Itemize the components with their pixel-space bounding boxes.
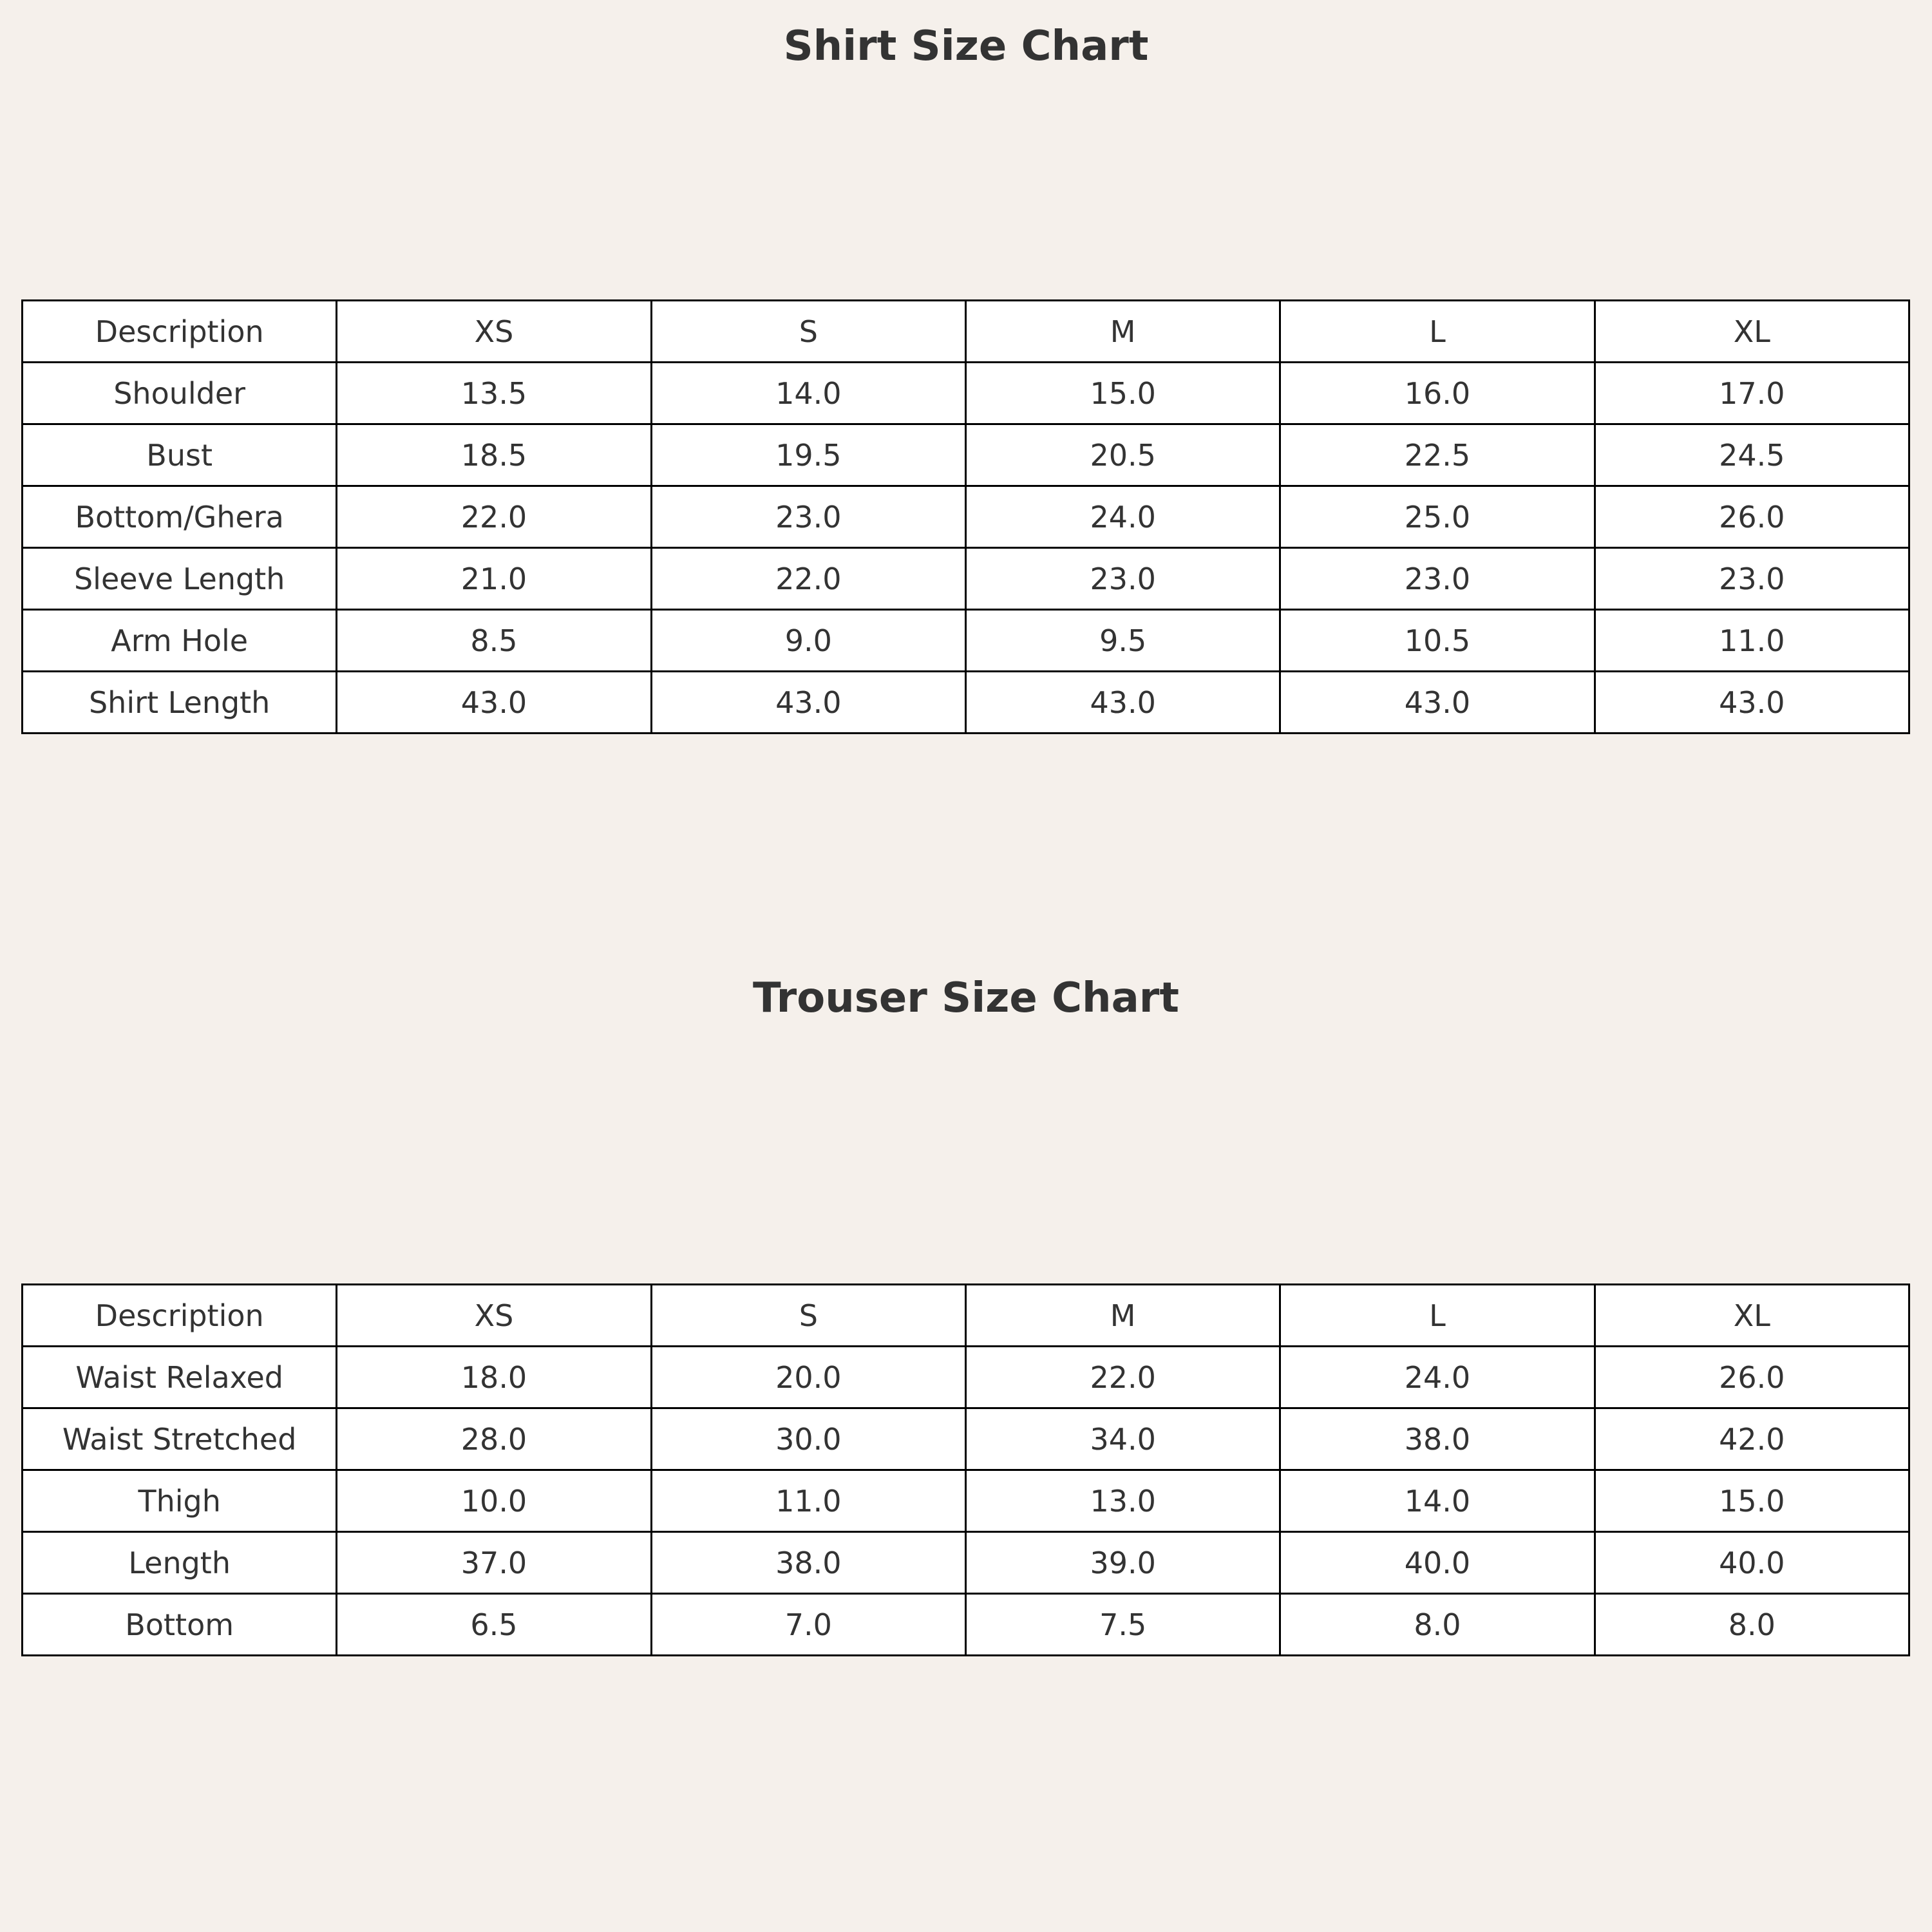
shirt-value-cell: 9.0: [651, 610, 965, 672]
trouser-value-cell: 30.0: [651, 1408, 965, 1470]
trouser-value-cell: 8.0: [1595, 1594, 1909, 1656]
trouser-header-cell: L: [1280, 1285, 1595, 1347]
trouser-value-cell: 39.0: [965, 1532, 1280, 1594]
shirt-table-row: [23, 672, 1909, 734]
shirt-header-cell: XS: [337, 301, 651, 363]
trouser-header-cell: S: [651, 1285, 965, 1347]
shirt-header-row: [23, 301, 1909, 363]
shirt-header-cell: Description: [23, 301, 337, 363]
shirt-value-cell: 11.0: [1595, 610, 1909, 672]
shirt-value-cell: 10.5: [1280, 610, 1595, 672]
trouser-value-cell: 22.0: [965, 1347, 1280, 1408]
trouser-header-cell: Description: [23, 1285, 337, 1347]
shirt-value-cell: 43.0: [965, 672, 1280, 734]
shirt-value-cell: 22.0: [337, 486, 651, 548]
trouser-table-row: [23, 1470, 1909, 1532]
shirt-value-cell: 23.0: [651, 486, 965, 548]
shirt-table-row: [23, 486, 1909, 548]
shirt-value-cell: 19.5: [651, 424, 965, 486]
shirt-value-cell: 20.5: [965, 424, 1280, 486]
trouser-row-label: Length: [23, 1532, 337, 1594]
trouser-header-cell: XS: [337, 1285, 651, 1347]
trouser-header-cell: M: [965, 1285, 1280, 1347]
shirt-value-cell: 43.0: [337, 672, 651, 734]
shirt-header-cell: M: [965, 301, 1280, 363]
trouser-value-cell: 6.5: [337, 1594, 651, 1656]
trouser-value-cell: 40.0: [1280, 1532, 1595, 1594]
trouser-value-cell: 20.0: [651, 1347, 965, 1408]
trouser-value-cell: 18.0: [337, 1347, 651, 1408]
shirt-table-row: [23, 424, 1909, 486]
shirt-value-cell: 25.0: [1280, 486, 1595, 548]
trouser-value-cell: 15.0: [1595, 1470, 1909, 1532]
trouser-row-label: Thigh: [23, 1470, 337, 1532]
shirt-value-cell: 21.0: [337, 548, 651, 610]
trouser-value-cell: 24.0: [1280, 1347, 1595, 1408]
trouser-value-cell: 42.0: [1595, 1408, 1909, 1470]
shirt-value-cell: 18.5: [337, 424, 651, 486]
shirt-row-label: Bottom/Ghera: [23, 486, 337, 548]
shirt-header-cell: XL: [1595, 301, 1909, 363]
trouser-row-label: Waist Relaxed: [23, 1347, 337, 1408]
trouser-table-row: [23, 1347, 1909, 1408]
shirt-row-label: Bust: [23, 424, 337, 486]
shirt-value-cell: 24.5: [1595, 424, 1909, 486]
shirt-row-label: Sleeve Length: [23, 548, 337, 610]
trouser-value-cell: 37.0: [337, 1532, 651, 1594]
shirt-table-row: [23, 548, 1909, 610]
trouser-header-cell: XL: [1595, 1285, 1909, 1347]
trouser-value-cell: 7.5: [965, 1594, 1280, 1656]
shirt-value-cell: 16.0: [1280, 363, 1595, 424]
shirt-value-cell: 24.0: [965, 486, 1280, 548]
trouser-value-cell: 40.0: [1595, 1532, 1909, 1594]
shirt-value-cell: 8.5: [337, 610, 651, 672]
trouser-value-cell: 11.0: [651, 1470, 965, 1532]
trouser-header-row: [23, 1285, 1909, 1347]
trouser-table-row: [23, 1408, 1909, 1470]
shirt-size-table: [21, 299, 1910, 734]
shirt-value-cell: 26.0: [1595, 486, 1909, 548]
trouser-table-row: [23, 1594, 1909, 1656]
trouser-value-cell: 14.0: [1280, 1470, 1595, 1532]
shirt-row-label: Shirt Length: [23, 672, 337, 734]
trouser-row-label: Waist Stretched: [23, 1408, 337, 1470]
trouser-value-cell: 26.0: [1595, 1347, 1909, 1408]
shirt-value-cell: 22.5: [1280, 424, 1595, 486]
shirt-header-cell: L: [1280, 301, 1595, 363]
shirt-table-row: [23, 363, 1909, 424]
shirt-value-cell: 15.0: [965, 363, 1280, 424]
shirt-value-cell: 43.0: [1280, 672, 1595, 734]
trouser-value-cell: 38.0: [1280, 1408, 1595, 1470]
trouser-value-cell: 8.0: [1280, 1594, 1595, 1656]
shirt-row-label: Shoulder: [23, 363, 337, 424]
trouser-value-cell: 10.0: [337, 1470, 651, 1532]
shirt-value-cell: 13.5: [337, 363, 651, 424]
shirt-header-cell: S: [651, 301, 965, 363]
trouser-value-cell: 13.0: [965, 1470, 1280, 1532]
shirt-table-row: [23, 610, 1909, 672]
shirt-value-cell: 43.0: [1595, 672, 1909, 734]
shirt-value-cell: 23.0: [1280, 548, 1595, 610]
trouser-value-cell: 34.0: [965, 1408, 1280, 1470]
trouser-table-row: [23, 1532, 1909, 1594]
shirt-value-cell: 23.0: [1595, 548, 1909, 610]
trouser-chart-title: Trouser Size Chart: [753, 974, 1179, 1022]
trouser-value-cell: 28.0: [337, 1408, 651, 1470]
shirt-value-cell: 22.0: [651, 548, 965, 610]
trouser-value-cell: 38.0: [651, 1532, 965, 1594]
shirt-value-cell: 23.0: [965, 548, 1280, 610]
shirt-row-label: Arm Hole: [23, 610, 337, 672]
trouser-row-label: Bottom: [23, 1594, 337, 1656]
shirt-value-cell: 17.0: [1595, 363, 1909, 424]
shirt-value-cell: 43.0: [651, 672, 965, 734]
trouser-value-cell: 7.0: [651, 1594, 965, 1656]
shirt-chart-title: Shirt Size Chart: [783, 23, 1149, 70]
shirt-value-cell: 14.0: [651, 363, 965, 424]
shirt-value-cell: 9.5: [965, 610, 1280, 672]
trouser-size-table: [21, 1283, 1910, 1656]
